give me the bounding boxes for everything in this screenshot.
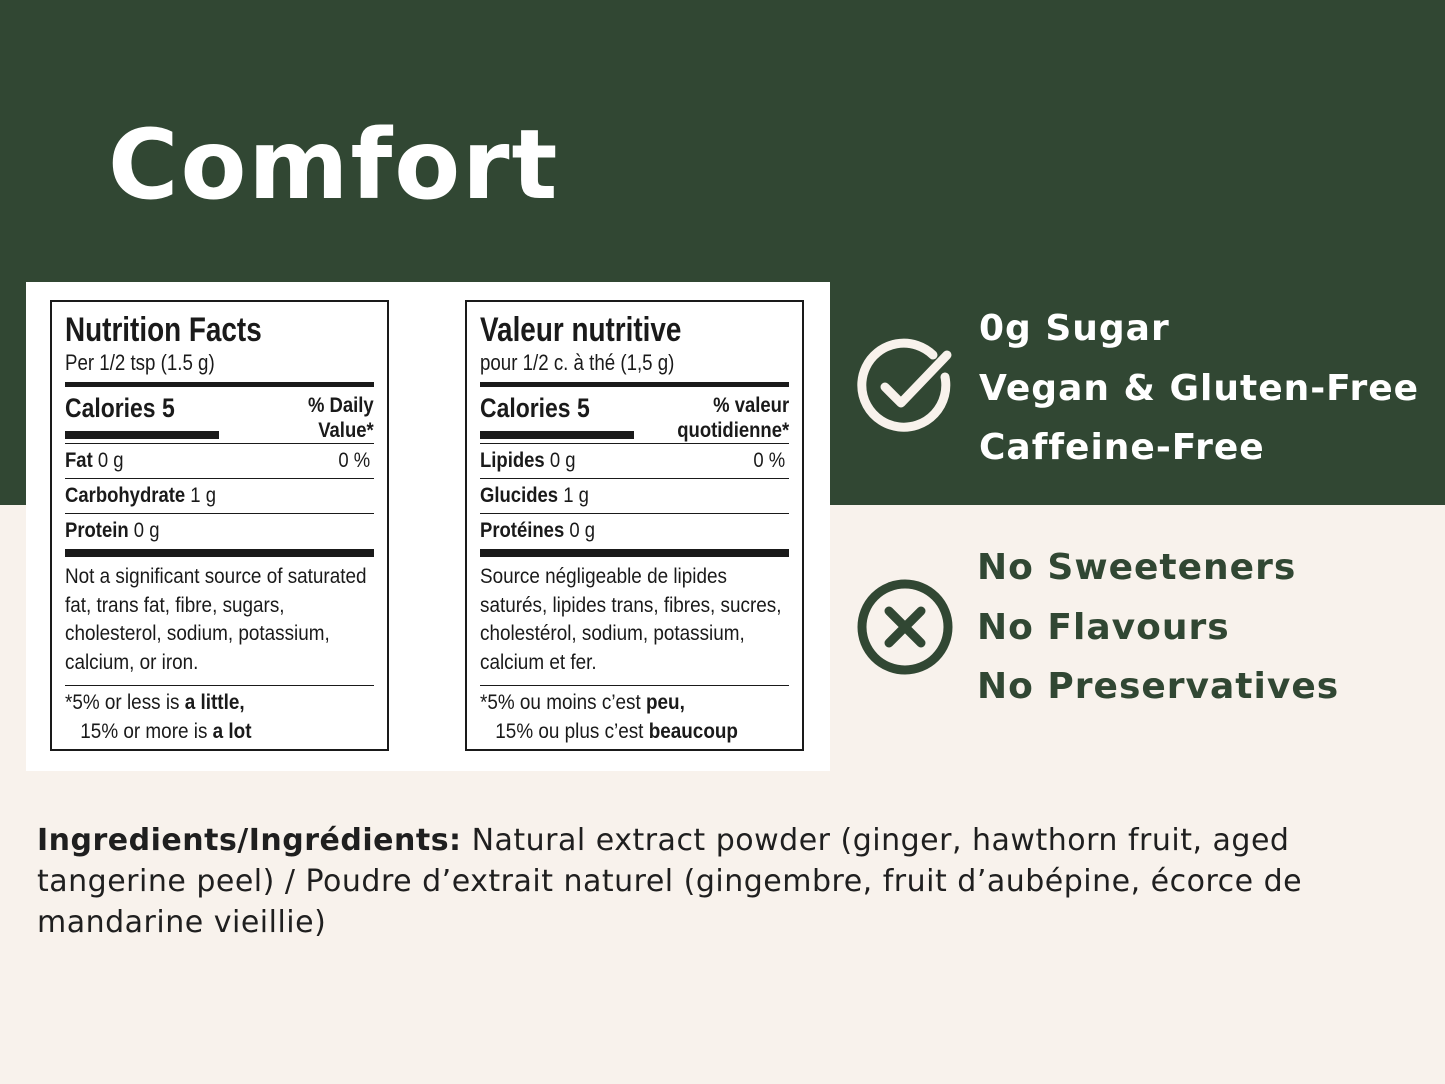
- x-circle-icon: [855, 577, 955, 677]
- nutrient-percent: 0 %: [753, 449, 785, 472]
- footnote-line2: 15% ou plus c’est: [495, 720, 649, 743]
- positive-claims-list: [979, 299, 1419, 478]
- negative-claims-list: [977, 538, 1339, 717]
- footnote-line1: *5% or less is: [65, 691, 185, 714]
- nutrient-name: Protéines: [480, 519, 565, 542]
- nutrient-name: Protein: [65, 519, 129, 542]
- daily-value-header-line2: quotidienne*: [677, 419, 789, 442]
- ingredients-text: [37, 820, 1357, 943]
- check-circle-icon: [855, 337, 955, 437]
- claim-item: Caffeine-Free: [979, 427, 1265, 468]
- footnote-line1-bold: peu,: [645, 691, 685, 714]
- nutrient-row-fat: [65, 444, 374, 479]
- calories-bar: [480, 431, 634, 439]
- nutrient-name: Carbohydrate: [65, 484, 186, 507]
- nutrition-panel: [26, 282, 830, 771]
- calories-row: [65, 387, 374, 443]
- claim-item: No Flavours: [977, 606, 1230, 648]
- nutrition-title: Nutrition Facts: [65, 311, 262, 349]
- daily-value-header-line2: Value*: [318, 419, 374, 442]
- ingredients-label: Ingredients/Ingrédients:: [37, 823, 462, 858]
- claim-item: No Preservatives: [977, 666, 1340, 707]
- nutrition-facts-label-en: [50, 300, 389, 751]
- footnote-line1: *5% ou moins c’est: [480, 691, 646, 714]
- product-title: Comfort: [108, 109, 560, 221]
- nutrient-amount: 0 g: [92, 449, 124, 472]
- calories-text: Calories 5: [480, 393, 590, 423]
- daily-value-footnote: [65, 686, 343, 746]
- daily-value-header: [677, 393, 789, 443]
- calories-bar: [65, 431, 219, 439]
- serving-size: Per 1/2 tsp (1.5 g): [65, 350, 215, 375]
- nutrition-title: Valeur nutritive: [480, 311, 682, 349]
- claim-item: No Sweeteners: [977, 547, 1297, 588]
- nutrient-amount: 1 g: [558, 484, 589, 507]
- serving-size: pour 1/2 c. à thé (1,5 g): [480, 350, 675, 375]
- divider: [480, 549, 789, 557]
- footnote-line2: 15% or more is: [80, 720, 213, 743]
- claim-item: 0g Sugar: [979, 308, 1170, 349]
- nutrient-amount: 0 g: [564, 519, 596, 542]
- calories-row: [480, 387, 789, 443]
- nutrition-facts-label-fr: [465, 300, 804, 751]
- ingredients-list: Natural extract powder (ginger, hawthorn fruit, aged tangerine peel) / Poudre d’extrait naturel (gingembre, fruit d’aubépine, écorce de mandarine vieillie): [37, 823, 1303, 940]
- footnote-line2-bold: beaucoup: [648, 720, 738, 743]
- nutrient-name: Lipides: [480, 449, 545, 472]
- claim-item: Vegan & Gluten-Free: [979, 367, 1420, 409]
- nutrient-name: Fat: [65, 449, 93, 472]
- nutrition-note: Source négligeable de lipides saturés, lipides trans, fibres, sucres, cholestérol, sodium, potassium, calcium et fer.: [480, 565, 782, 674]
- nutrient-row-glucides: [480, 479, 789, 514]
- nutrient-row-lipides: [480, 444, 789, 479]
- footnote-line1-bold: a little,: [184, 691, 245, 714]
- nutrient-amount: 1 g: [185, 484, 216, 507]
- divider: [65, 549, 374, 557]
- nutrient-percent: 0 %: [338, 449, 370, 472]
- nutrient-row-protein: [65, 514, 374, 549]
- daily-value-footnote: [480, 686, 758, 746]
- nutrient-amount: 0 g: [128, 519, 160, 542]
- daily-value-header-line1: % valeur: [712, 394, 789, 417]
- nutrient-amount: 0 g: [544, 449, 576, 472]
- nutrient-row-proteines: [480, 514, 789, 549]
- daily-value-header: [308, 393, 374, 443]
- footnote-line2-bold: a lot: [212, 720, 252, 743]
- daily-value-header-line1: % Daily: [308, 394, 374, 417]
- nutrient-name: Glucides: [480, 484, 559, 507]
- nutrient-row-carbohydrate: [65, 479, 374, 514]
- calories-text: Calories 5: [65, 393, 175, 423]
- nutrition-note: Not a significant source of saturated fat, trans fat, fibre, sugars, cholesterol, sodium, potassium, calcium, or iron.: [65, 565, 367, 674]
